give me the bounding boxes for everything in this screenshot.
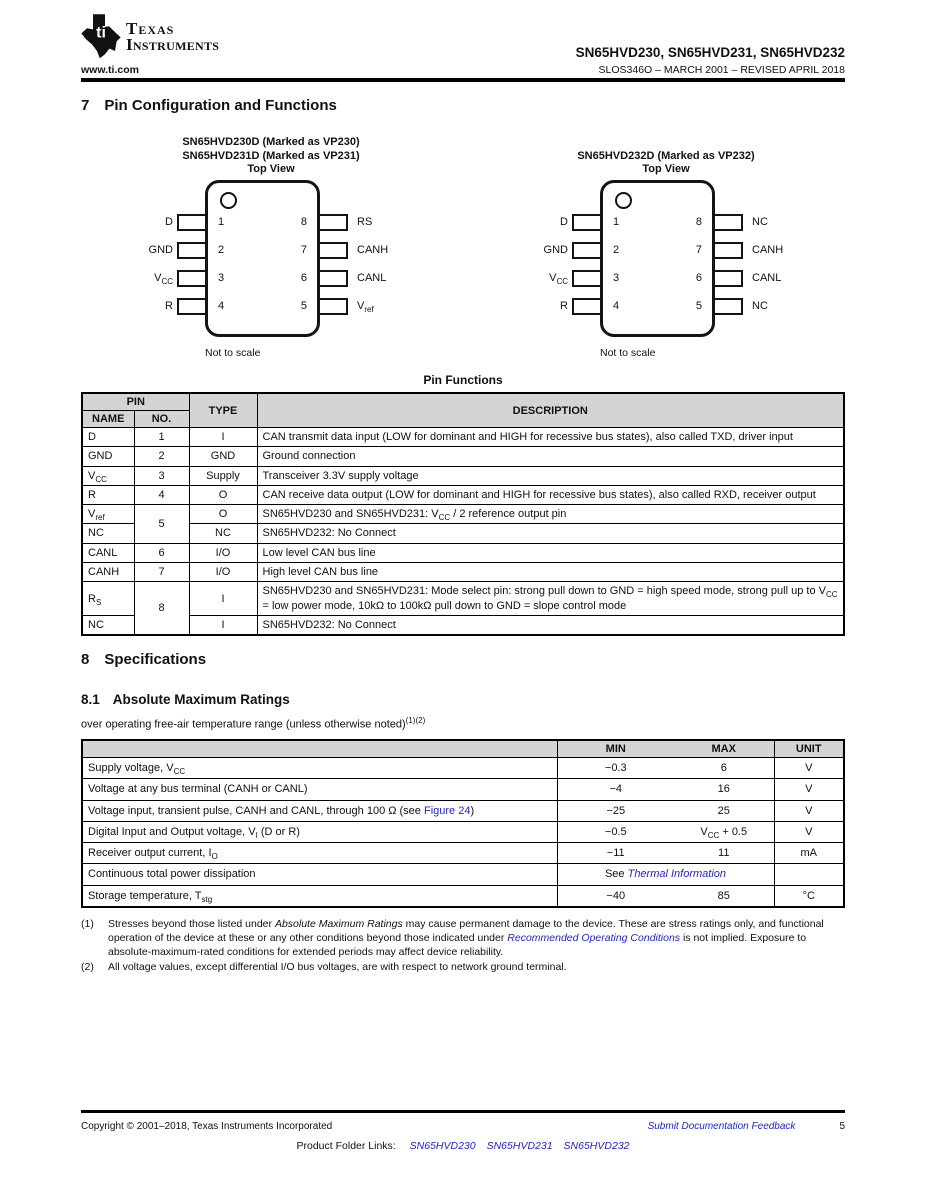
footnote [81,960,845,974]
pin-no-cell: 6 [134,543,189,562]
amr-min-cell: −0.3 [557,757,674,778]
text-segment: CAN transmit data input (LOW for dominant and HIGH for recessive bus states), also called TXD, driver input [262,431,793,443]
section-8-number: 8 [81,651,90,669]
text-segment: Continuous total power dissipation [88,868,256,881]
text-segment: Ground connection [262,450,356,463]
pin-no-cell: 4 [134,485,189,504]
text-segment: Absolute Maximum Ratings [274,918,403,930]
text-segment: R [88,592,96,605]
text-segment: NC [88,527,104,540]
pin-label [105,300,173,313]
pin-stub [318,298,348,315]
pin-no-cell: 3 [134,466,189,485]
pin-type-cell: I [189,582,257,616]
section-8-1-heading [81,692,845,707]
amr-max-cell [674,843,774,864]
package-title-block [500,130,832,176]
text-segment: CAN receive data output (LOW for dominant and HIGH for recessive bus states), also called RXD, receiver output [262,488,816,501]
amr-parameter-cell [82,757,557,778]
amr-parameter-cell [82,885,557,907]
pin-table-row [82,505,844,524]
pin-name-cell [82,524,134,543]
pin-type-cell: O [189,505,257,524]
pin-description-cell [257,447,844,466]
package-title-line: SN65HVD230D (Marked as VP230) [182,136,360,149]
text-segment: Voltage input, transient pulse, CANH and CANL, through 100 Ω (see [88,804,424,817]
pin-description-cell [257,428,844,447]
text-segment: Low level CAN bus line [262,546,376,559]
subscript: CC [556,277,568,287]
svg-text:ti: ti [96,24,106,42]
header-meta-row [81,64,845,76]
amr-unit-cell [774,864,844,885]
footnote-number: (1) [81,918,94,930]
max-header: MAX [674,740,774,758]
amr-condition-text: over operating free-air temperature range (unless otherwise noted) [81,718,406,731]
pin-name-cell [82,466,134,485]
pin-stub [713,242,743,259]
pin-table-row [82,543,844,562]
subscript: stg [201,894,213,904]
pin-label [500,244,568,257]
pin-number: 7 [300,244,307,256]
pin-label [357,216,435,229]
text-segment: (D or R) [257,825,300,838]
package-diagram-hvd230-231 [105,130,437,359]
text-segment: GND [543,244,568,256]
pin-number: 1 [613,216,620,228]
document-header [81,0,845,61]
product-folder-link[interactable]: SN65HVD230 [409,1140,476,1152]
pin-functions-table [81,392,845,636]
amr-min-cell: −40 [557,885,674,907]
amr-minmax-span-cell [557,864,774,885]
amr-table-row [82,800,844,821]
amr-min-cell: −0.5 [557,821,674,842]
pin-no-cell: 2 [134,447,189,466]
text-segment: GND [88,450,113,463]
section-8-1-number: 8.1 [81,692,100,708]
pin-description-cell [257,582,844,616]
pin-label [105,216,173,229]
text-segment: 85 [717,889,730,902]
pin-stub [572,214,602,231]
amr-table-row [82,821,844,842]
package-drawing [500,180,832,342]
pin-number: 4 [218,300,225,312]
inline-link[interactable]: Thermal Information [627,868,727,881]
text-segment: High level CAN bus line [262,566,379,579]
section-8-heading [81,651,845,668]
package-title-block [105,130,437,176]
amr-table-row [82,885,844,907]
text-segment: V [88,508,96,521]
amr-table-body [82,757,844,907]
text-segment: SN65HVD232: No Connect [262,527,396,540]
text-segment: All voltage values, except differential I/O bus voltages, are with respect to network ground terminal. [108,960,567,973]
text-segment: V [357,300,365,312]
pin1-indicator-icon [615,192,632,209]
pin-table-body [82,428,844,636]
pin-type-cell: GND [189,447,257,466]
text-segment: Transceiver 3.3V supply voltage [262,469,419,482]
pin-number: 7 [695,244,702,256]
pin-label [500,272,568,285]
footnote-number: (2) [81,960,94,973]
section-7-title: Pin Configuration and Functions [104,97,337,114]
subscript: S [95,597,102,607]
pin-table-row [82,466,844,485]
text-segment: 11 [718,847,730,860]
footer-row [81,1121,845,1132]
pin-number: 8 [695,216,702,228]
product-links-label: Product Folder Links: [296,1140,396,1152]
subscript: CC [825,590,838,600]
pin-label [357,272,435,285]
text-segment: V [549,272,557,284]
pin-stub [713,214,743,231]
footnote-text [108,917,845,960]
pin-no-cell: 5 [134,505,189,544]
footnote [81,917,845,960]
text-segment: = low power mode, 10kΩ to 100kΩ pull down to GND = slope control mode [262,599,627,612]
pin-type-cell: O [189,485,257,504]
pin-type-cell: I/O [189,563,257,582]
package-title-line: SN65HVD231D (Marked as VP231) [182,149,360,162]
pin-description-cell [257,563,844,582]
pin-number: 2 [218,244,225,256]
text-segment: CANH [752,244,784,256]
ti-wordmark [126,13,219,52]
pin-stub [177,298,207,315]
pin-number: 8 [300,216,307,228]
pin-type-cell: I/O [189,543,257,562]
text-segment: RS [357,216,373,228]
ti-logo [81,13,219,61]
pin-name-cell [82,582,134,616]
subscript: CC [173,767,186,777]
pin-number: 6 [300,272,307,284]
text-segment: V [88,469,96,482]
submit-feedback-link[interactable]: Submit Documentation Feedback [647,1121,796,1132]
pin-number: 5 [695,300,702,312]
pin-number: 1 [218,216,225,228]
pin-label [752,216,830,229]
pin-stub [713,298,743,315]
amr-min-cell: −11 [557,843,674,864]
amr-table-row [82,757,844,778]
ti-texas-icon [81,13,121,61]
pin-label [500,300,568,313]
ti-website-link[interactable]: www.ti.com [81,64,139,76]
pin-name-cell [82,428,134,447]
text-segment: + 0.5 [719,825,748,838]
text-segment: SN65HVD230 and SN65HVD231: Mode select pin: strong pull down to GND = high speed mode, strong pull up to V [262,585,826,598]
text-segment: D [165,216,173,228]
pin-description-cell [257,485,844,504]
pin-name-cell [82,485,134,504]
amr-min-cell: −4 [557,779,674,800]
amr-unit-cell: V [774,800,844,821]
pin-number: 3 [613,272,620,284]
text-segment: CANH [88,566,120,579]
text-segment: V [154,272,162,284]
pin-type-cell: Supply [189,466,257,485]
text-segment: D [560,216,568,228]
text-segment: NC [752,216,768,228]
amr-unit-cell: V [774,757,844,778]
unit-header: UNIT [774,740,844,758]
subscript: CC [707,831,720,840]
pin-table-row [82,563,844,582]
text-segment: Stresses beyond those listed under [108,918,275,930]
amr-parameter-cell [82,821,557,842]
text-segment: SN65HVD232: No Connect [262,618,396,631]
product-links [81,1140,845,1152]
pin-label [357,300,435,313]
text-segment: CANH [357,244,389,256]
min-header: MIN [557,740,674,758]
pin-type-cell: NC [189,524,257,543]
pin-table-row [82,485,844,504]
text-segment: V [700,825,708,838]
text-segment: NC [752,300,768,312]
amr-parameter-cell [82,843,557,864]
section-8-title: Specifications [104,651,207,669]
not-to-scale-note: Not to scale [205,347,261,359]
product-folder-link[interactable]: SN65HVD231 [486,1140,553,1152]
pin-no-cell: 1 [134,428,189,447]
pin-number: 4 [613,300,620,312]
text-segment: / 2 reference output pin [450,508,567,521]
header-rule [81,78,845,82]
amr-unit-cell: V [774,779,844,800]
pin-name-cell [82,563,134,582]
pin-label [357,244,435,257]
amr-max-cell [674,821,774,842]
pin-type-cell: I [189,615,257,635]
pin-stub [177,270,207,287]
ti-wordmark-line2: Instruments [126,34,220,54]
pin-number: 2 [613,244,620,256]
description-header: DESCRIPTION [257,393,844,428]
pin-label [752,272,830,285]
footnote-text [108,960,845,974]
pin-stub [177,242,207,259]
part-numbers-title: SN65HVD230, SN65HVD231, SN65HVD232 [575,45,845,60]
pin-description-cell [257,505,844,524]
pin-label [500,216,568,229]
text-segment: Digital Input and Output voltage, V [88,825,256,838]
subscript: ref [95,513,105,523]
absolute-maximum-ratings-table [81,739,845,908]
pin-name-cell [82,615,134,635]
pin-number: 6 [695,272,702,284]
amr-table-row [82,864,844,885]
amr-parameter-cell [82,864,557,885]
amr-max-cell [674,800,774,821]
document-code: SLOS346O – MARCH 2001 – REVISED APRIL 2018 [598,64,845,76]
text-segment: may cause permanent damage to the device. These are stress ratings only, and functional operation of the device at these or any other conditions beyond those indicated under [108,918,824,945]
amr-min-cell: −25 [557,800,674,821]
amr-parameter-cell [82,800,557,821]
text-segment: 25 [717,804,730,817]
subscript: ref [364,305,374,315]
amr-unit-cell: V [774,821,844,842]
pin-stub [177,214,207,231]
text-segment: R [165,300,173,312]
pin-stub [713,270,743,287]
text-segment: 16 [717,783,730,796]
pin-label [105,244,173,257]
pin-name-cell [82,543,134,562]
pin-label [105,272,173,285]
copyright-notice: Copyright © 2001–2018, Texas Instruments Incorporated [81,1121,333,1132]
text-segment: CANL [752,272,782,284]
pin-description-cell [257,524,844,543]
text-segment: 6 [720,761,727,774]
text-segment: ) [470,804,475,817]
no-header: NO. [134,411,189,428]
text-segment: Voltage at any bus terminal (CANH or CANL) [88,783,308,796]
product-folder-link[interactable]: SN65HVD232 [563,1140,630,1152]
not-to-scale-note: Not to scale [600,347,656,359]
amr-condition-footnote-refs: (1)(2) [405,716,426,726]
amr-max-cell [674,779,774,800]
amr-parameter-cell [82,779,557,800]
pin-table-row [82,615,844,635]
pin-stub [318,214,348,231]
inline-link[interactable]: Figure 24 [423,804,471,817]
subscript: CC [161,277,173,287]
text-segment: CANL [357,272,387,284]
text-segment: Receiver output current, I [88,847,212,860]
pin-stub [572,298,602,315]
text-segment: Supply voltage, V [88,761,174,774]
pin-stub [318,270,348,287]
package-subtitle: Top View [247,162,295,175]
package-diagram-hvd232 [500,130,832,359]
page-number: 5 [839,1121,845,1132]
pin-name-cell [82,447,134,466]
text-segment: NC [88,618,104,631]
amr-table-row [82,779,844,800]
text-segment: is not implied. Exposure to absolute-maximum-rated conditions for extended periods may affect device reliability. [108,932,807,959]
pin-description-cell [257,543,844,562]
pin-diagrams [81,130,845,359]
page-footer [81,1110,845,1152]
text-segment: GND [148,244,173,256]
pin-label [752,244,830,257]
subscript: CC [95,474,107,484]
section-7-number: 7 [81,97,90,114]
pin-description-cell [257,615,844,635]
pin-type-cell: I [189,428,257,447]
section-7-heading [81,97,845,114]
type-header: TYPE [189,393,257,428]
amr-max-cell [674,885,774,907]
package-title-line: SN65HVD232D (Marked as VP232) [577,149,755,162]
pin-header: PIN [82,393,189,411]
pin-table-row [82,447,844,466]
text-segment: R [560,300,568,312]
subscript: I [255,831,258,840]
inline-link[interactable]: Recommended Operating Conditions [507,932,681,945]
amr-param-header [82,740,557,758]
pin-no-cell: 7 [134,563,189,582]
text-segment: See [604,868,628,881]
pin1-indicator-icon [220,192,237,209]
pin-stub [572,270,602,287]
package-drawing [105,180,437,342]
section-8-1-title: Absolute Maximum Ratings [112,692,290,708]
pin-no-cell: 8 [134,582,189,635]
name-header: NAME [82,411,134,428]
subscript: O [211,852,218,862]
package-subtitle: Top View [642,162,690,175]
pin-table-row [82,582,844,616]
pin-stub [318,242,348,259]
amr-unit-cell: mA [774,843,844,864]
pin-number: 3 [218,272,225,284]
subscript: CC [438,513,451,523]
amr-max-cell [674,757,774,778]
pin-name-cell [82,505,134,524]
text-segment: Storage temperature, T [88,889,202,902]
pin-table-row [82,524,844,543]
pin-functions-title: Pin Functions [423,373,503,387]
pin-description-cell [257,466,844,485]
text-segment: SN65HVD230 and SN65HVD231: V [262,508,439,521]
pin-number: 5 [300,300,307,312]
footnotes [81,917,845,974]
amr-unit-cell: °C [774,885,844,907]
pin-stub [572,242,602,259]
pin-label [752,300,830,313]
amr-condition [81,716,845,731]
ti-wordmark-line1: Texas [126,19,175,38]
pin-table-row [82,428,844,447]
text-segment: R [88,488,96,501]
footer-rule [81,1110,845,1113]
text-segment: CANL [88,546,118,559]
text-segment: D [88,431,96,443]
amr-table-row [82,843,844,864]
